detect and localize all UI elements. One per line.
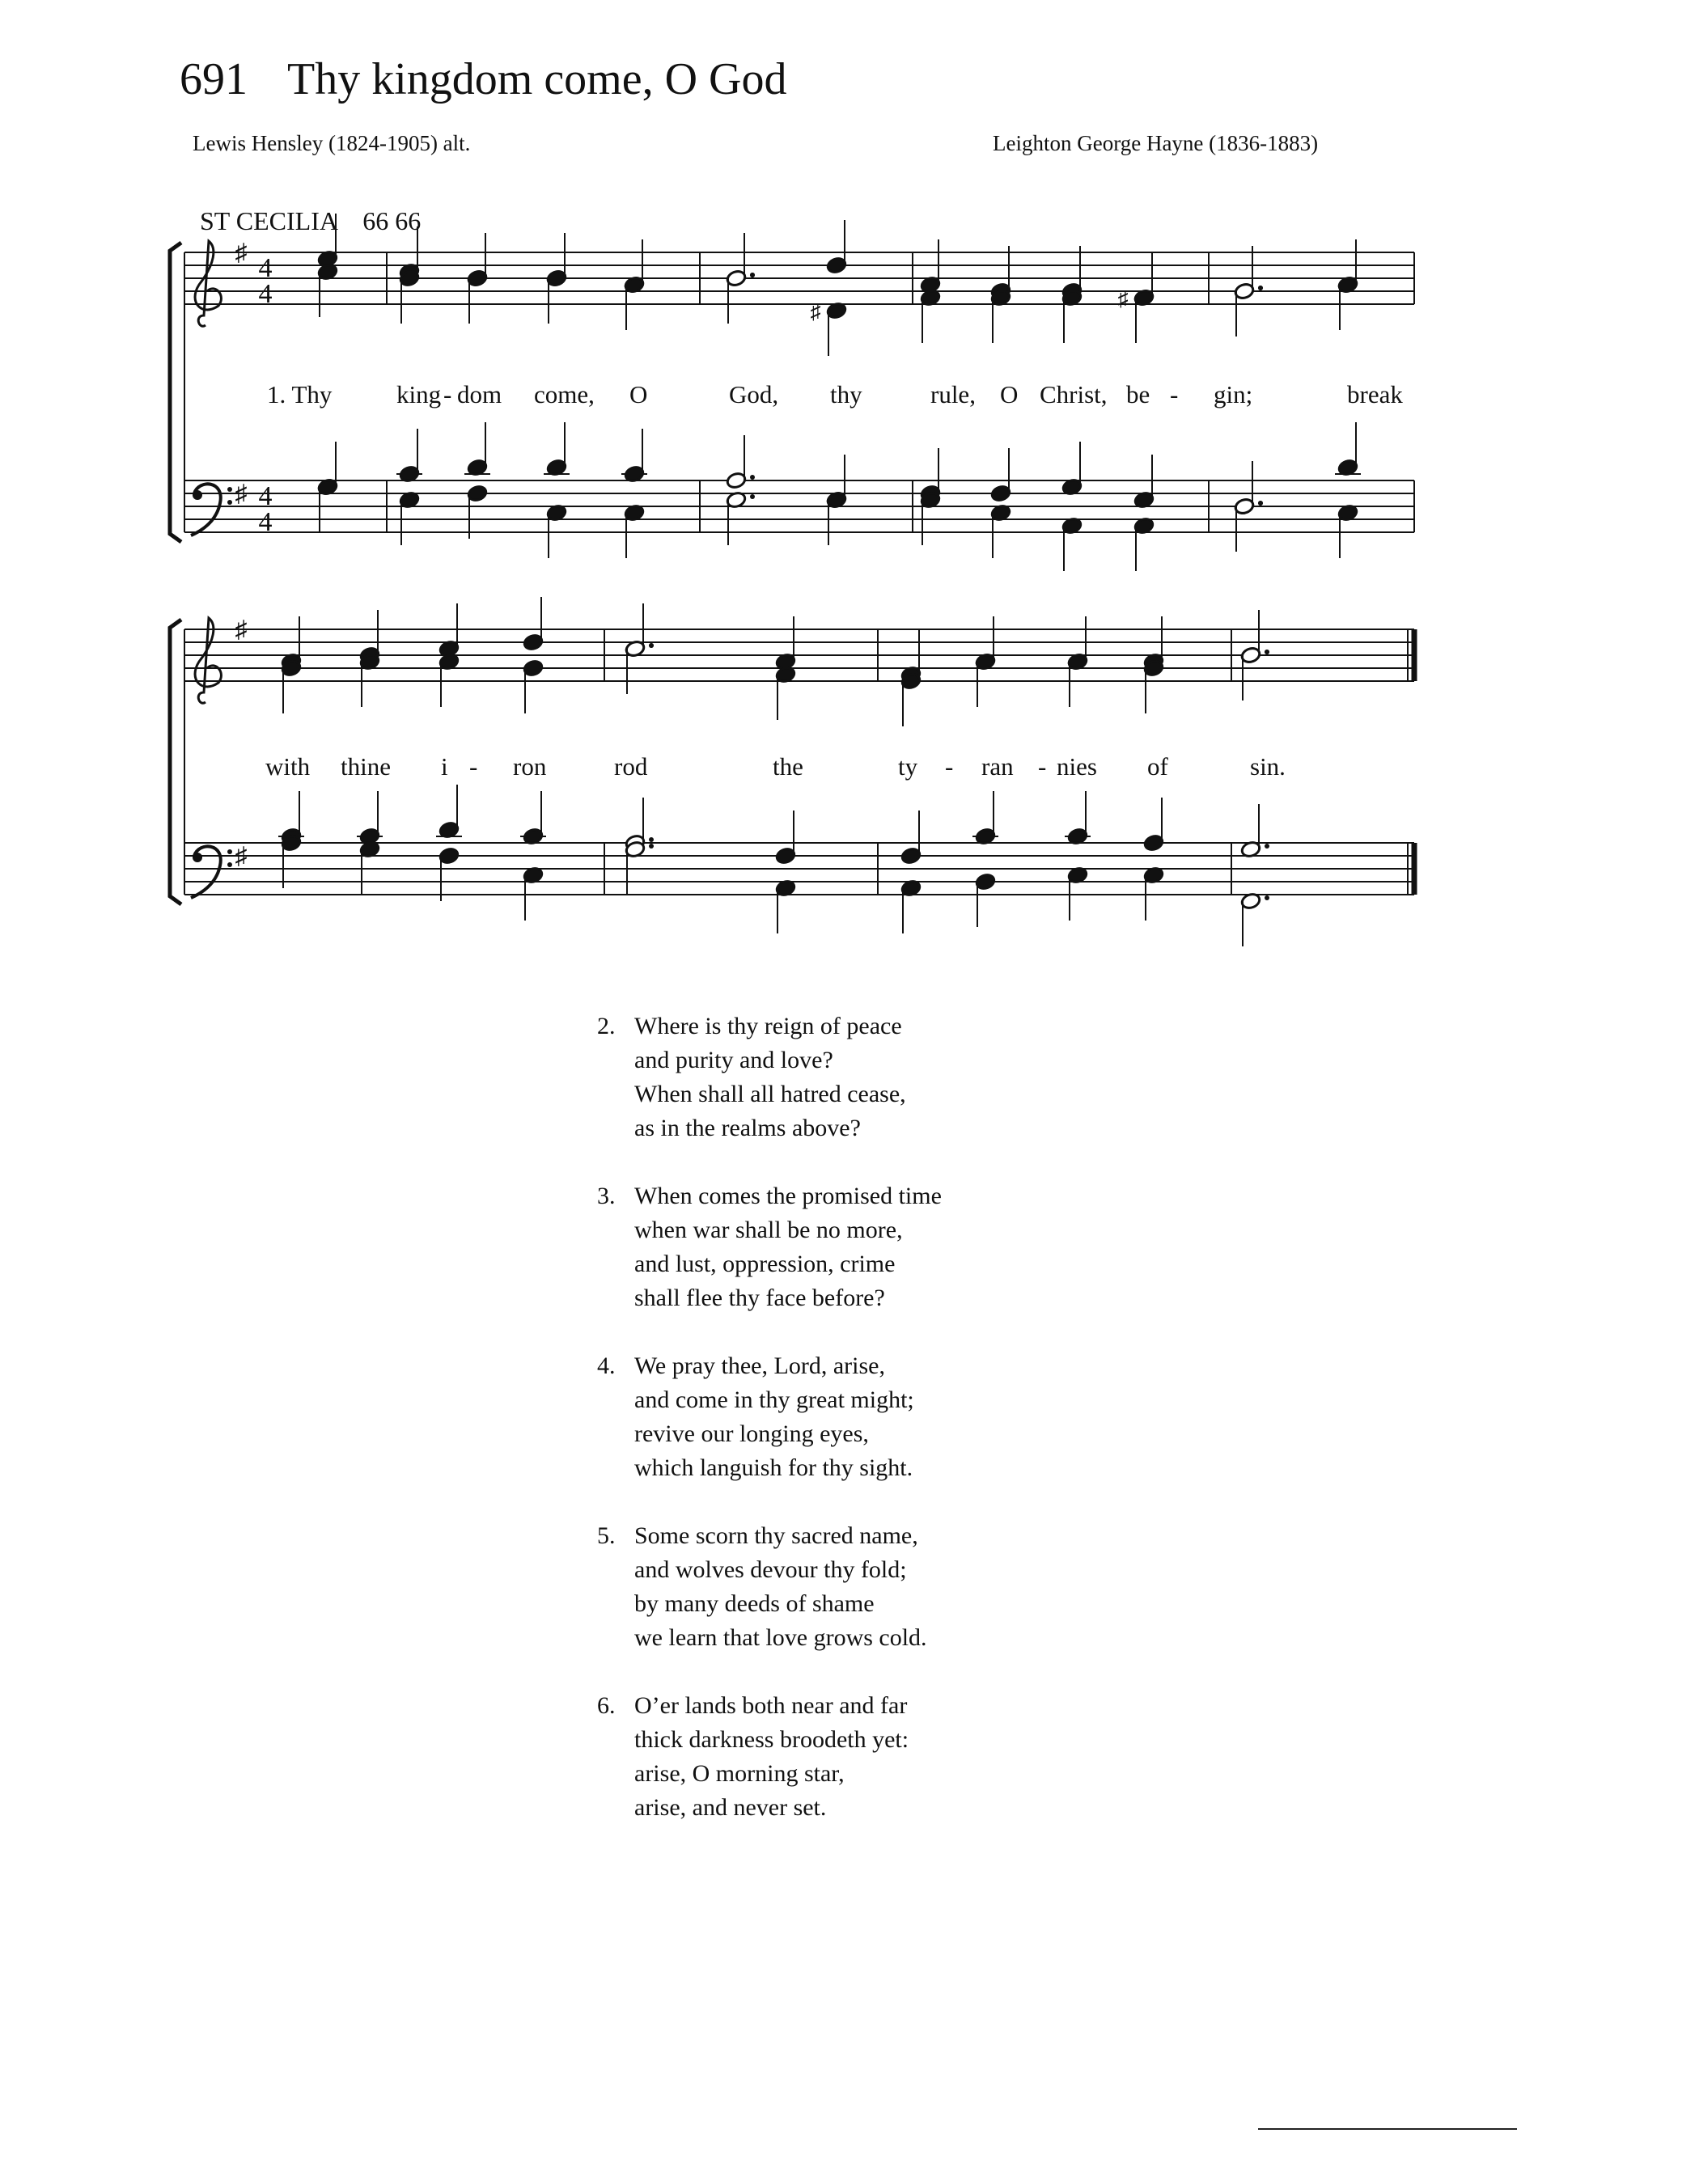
lyric-syllable: with bbox=[265, 752, 311, 781]
lyric-syllable: come, bbox=[534, 380, 595, 408]
lyric-syllable: 1. Thy bbox=[267, 380, 333, 408]
verse-line: by many deeds of shame bbox=[634, 1590, 875, 1617]
lyric-syllable: - bbox=[945, 752, 954, 781]
hymn-title: Thy kingdom come, O God bbox=[287, 54, 787, 104]
verse-number: 4. bbox=[597, 1352, 616, 1379]
lyric-syllable: gin; bbox=[1214, 380, 1253, 408]
augmentation-dot bbox=[1258, 286, 1263, 290]
system-bracket bbox=[170, 620, 181, 904]
verse-line: Some scorn thy sacred name, bbox=[634, 1522, 918, 1549]
lyric-syllable: of bbox=[1147, 752, 1168, 781]
verse-line: when war shall be no more, bbox=[634, 1217, 903, 1243]
lyric-syllable: ron bbox=[513, 752, 547, 781]
time-signature-denominator: 4 bbox=[258, 507, 273, 537]
augmentation-dot bbox=[1265, 844, 1269, 849]
system-bracket bbox=[170, 243, 181, 542]
augmentation-dot bbox=[649, 837, 654, 842]
lyric-syllable: be bbox=[1126, 380, 1150, 408]
time-signature-numerator: 4 bbox=[258, 253, 273, 283]
lyric-syllable: ran bbox=[981, 752, 1014, 781]
augmentation-dot bbox=[750, 273, 755, 277]
verse-line: arise, and never set. bbox=[634, 1794, 827, 1821]
augmentation-dot bbox=[750, 494, 755, 499]
lyric-syllable: nies bbox=[1057, 752, 1097, 781]
bass-clef-dot bbox=[227, 849, 232, 854]
verse-line: and lust, oppression, crime bbox=[634, 1251, 896, 1277]
verse bbox=[597, 1349, 942, 1485]
verse bbox=[597, 1519, 942, 1655]
verse bbox=[597, 1179, 942, 1315]
verse-line: as in the realms above? bbox=[634, 1115, 861, 1141]
tune-title: ST CECILIA bbox=[200, 206, 337, 235]
lyric-syllable: O bbox=[1000, 380, 1019, 408]
lyric-syllable: O bbox=[629, 380, 648, 408]
verse-line: and come in thy great might; bbox=[634, 1386, 914, 1413]
verses bbox=[597, 1009, 942, 1859]
lyric-syllable: rule, bbox=[930, 380, 976, 408]
time-signature-numerator: 4 bbox=[258, 481, 273, 511]
verse-line: We pray thee, Lord, arise, bbox=[634, 1352, 885, 1379]
bass-clef-dot bbox=[193, 853, 202, 862]
lyric-syllable: - bbox=[469, 752, 478, 781]
lyric-syllable: king bbox=[396, 380, 442, 408]
lyric-syllable: - bbox=[1170, 380, 1179, 408]
lyric-syllable: i bbox=[441, 752, 448, 781]
bass-clef-dot bbox=[227, 500, 232, 505]
verse-line: Where is thy reign of peace bbox=[634, 1013, 902, 1039]
lyric-syllable: - bbox=[1038, 752, 1047, 781]
verse-line: When shall all hatred cease, bbox=[634, 1081, 906, 1107]
lyric-syllable: the bbox=[773, 752, 803, 781]
verse-line: we learn that love grows cold. bbox=[634, 1624, 927, 1651]
lyric-syllable: ty bbox=[898, 752, 918, 781]
footer-rule bbox=[1258, 2128, 1517, 2130]
lyric-syllable: God, bbox=[729, 380, 779, 408]
lyric-syllable: thy bbox=[830, 380, 862, 408]
verse-line: revive our longing eyes, bbox=[634, 1420, 869, 1447]
verse-number: 2. bbox=[597, 1013, 616, 1039]
verse bbox=[597, 1009, 942, 1145]
bass-clef-dot bbox=[227, 487, 232, 492]
verse-line: and wolves devour thy fold; bbox=[634, 1556, 907, 1583]
verse bbox=[597, 1689, 942, 1825]
lyric-syllable: break bbox=[1347, 380, 1403, 408]
lyric-syllable: rod bbox=[614, 752, 648, 781]
lyric-syllable: - bbox=[443, 380, 452, 408]
key-signature-sharp: ♯ bbox=[235, 843, 248, 870]
verse-number: 6. bbox=[597, 1692, 616, 1719]
augmentation-dot bbox=[1258, 501, 1263, 506]
augmentation-dot bbox=[750, 475, 755, 480]
music-credit: Leighton George Hayne (1836-1883) bbox=[993, 131, 1319, 155]
hymn-number: 691 bbox=[180, 54, 248, 104]
verse-line: which languish for thy sight. bbox=[634, 1454, 913, 1481]
key-signature-sharp: ♯ bbox=[235, 480, 248, 507]
lyric-syllable: sin. bbox=[1250, 752, 1286, 781]
verse-line: arise, O morning star, bbox=[634, 1760, 845, 1787]
verse-line: shall flee thy face before? bbox=[634, 1285, 885, 1311]
accidental-sharp: ♯ bbox=[1117, 287, 1129, 311]
time-signature-denominator: 4 bbox=[258, 279, 273, 309]
treble-clef bbox=[195, 241, 221, 326]
words-credit: Lewis Hensley (1824-1905) alt. bbox=[193, 131, 471, 155]
augmentation-dot bbox=[649, 844, 654, 849]
verse-line: When comes the promised time bbox=[634, 1183, 942, 1209]
tune-meter: 66 66 bbox=[362, 206, 422, 235]
augmentation-dot bbox=[1265, 650, 1269, 654]
verse-line: thick darkness broodeth yet: bbox=[634, 1726, 909, 1753]
lyric-syllable: thine bbox=[341, 752, 391, 781]
bass-clef-dot bbox=[227, 862, 232, 867]
augmentation-dot bbox=[1265, 895, 1269, 900]
augmentation-dot bbox=[649, 643, 654, 648]
verse-line: O’er lands both near and far bbox=[634, 1692, 908, 1719]
lyric-syllable: dom bbox=[457, 380, 502, 408]
verse-number: 5. bbox=[597, 1522, 616, 1549]
bass-clef-dot bbox=[193, 490, 202, 500]
verse-number: 3. bbox=[597, 1183, 616, 1209]
treble-clef bbox=[195, 618, 221, 703]
key-signature-sharp: ♯ bbox=[235, 239, 248, 266]
key-signature-sharp: ♯ bbox=[235, 616, 248, 643]
verse-line: and purity and love? bbox=[634, 1047, 833, 1073]
accidental-sharp: ♯ bbox=[810, 300, 821, 324]
lyric-syllable: Christ, bbox=[1040, 380, 1108, 408]
